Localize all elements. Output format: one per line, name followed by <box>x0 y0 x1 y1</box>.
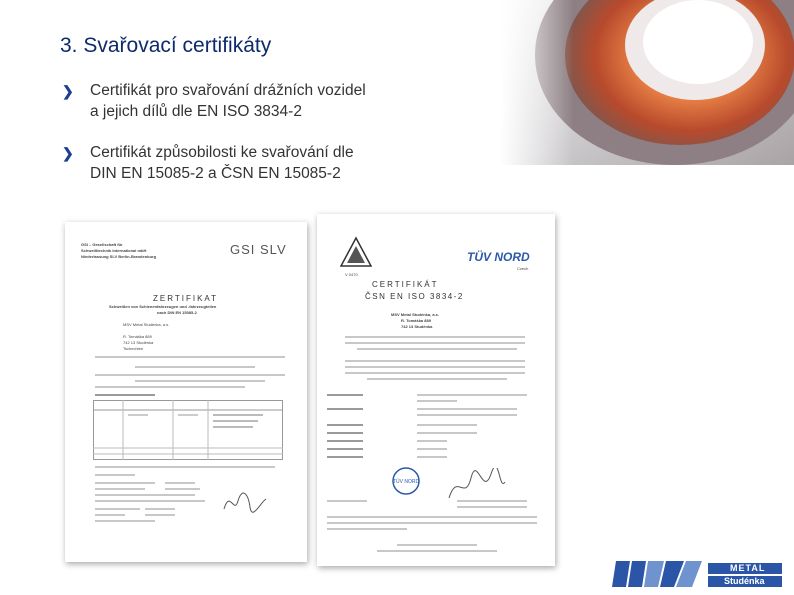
tuv-certificate-image <box>317 214 555 566</box>
msv-metal-logo <box>612 559 782 589</box>
slide-title: 3. Svařovací certifikáty <box>60 34 272 57</box>
tuv-stamp-icon <box>391 466 421 496</box>
tuv-street: R. Tomáška 889 <box>401 318 431 323</box>
tuv-city: 742 13 Studénka <box>401 324 433 329</box>
tuv-heading: CERTIFIKÁT <box>372 280 439 289</box>
tuv-nord-logo: TÜV NORD <box>467 250 530 264</box>
gsi-heading: ZERTIFIKAT <box>153 294 219 303</box>
gsi-subheading: nach DIN EN 15085-2 <box>157 310 197 315</box>
bullet-line: a jejich dílů dle EN ISO 3834-2 <box>90 103 302 120</box>
chevron-right-icon: ❯ <box>62 83 74 99</box>
bullet-item <box>62 142 462 184</box>
gsi-city: 742 13 Studénka <box>123 340 154 345</box>
tuv-logo-sub: Czech <box>517 266 529 271</box>
gsi-table-graphic <box>93 400 283 460</box>
steel-ring-photo <box>500 0 794 165</box>
bullet-line: Certifikát způsobilosti ke svařování dle <box>90 144 354 161</box>
tuv-left-badge: V 0470 <box>345 272 358 277</box>
gsi-org-line: Niederlassung SLV Berlin-Brandenburg <box>81 254 157 259</box>
tuv-company: MSV Metal Studénka, a.s. <box>391 312 440 317</box>
chevron-right-icon: ❯ <box>62 145 74 161</box>
gsi-street: R. Tomáška 889 <box>123 334 152 339</box>
gsi-org-line: GSI – Gesellschaft für <box>81 242 123 247</box>
tuv-subheading: ČSN EN ISO 3834-2 <box>365 292 464 301</box>
signature-graphic <box>447 468 507 504</box>
bullet-list <box>62 80 462 204</box>
logo-studenka-text: Studénka <box>724 576 765 586</box>
signature-graphic <box>220 487 270 517</box>
gsi-company: MSV Metal Studénka, a.s. <box>123 322 170 327</box>
gsi-slv-logo: GSI SLV <box>230 242 287 257</box>
certification-mark-icon <box>339 236 373 270</box>
tuv-stamp-text: TÜV NORD <box>392 479 420 485</box>
gsi-country: Tschechien <box>123 346 144 351</box>
bullet-line: DIN EN 15085-2 a ČSN EN 15085-2 <box>90 165 341 182</box>
gsi-certificate-image <box>65 222 307 562</box>
logo-metal-text: METAL <box>730 563 766 573</box>
gsi-org-line: Schweißtechnik International mbH <box>81 248 147 253</box>
gsi-subheading: Schweißen von Schienenfahrzeugen und -fahrzeugteilen <box>109 304 217 309</box>
bullet-item <box>62 80 462 122</box>
bullet-line: Certifikát pro svařování drážních vozidel <box>90 82 366 99</box>
